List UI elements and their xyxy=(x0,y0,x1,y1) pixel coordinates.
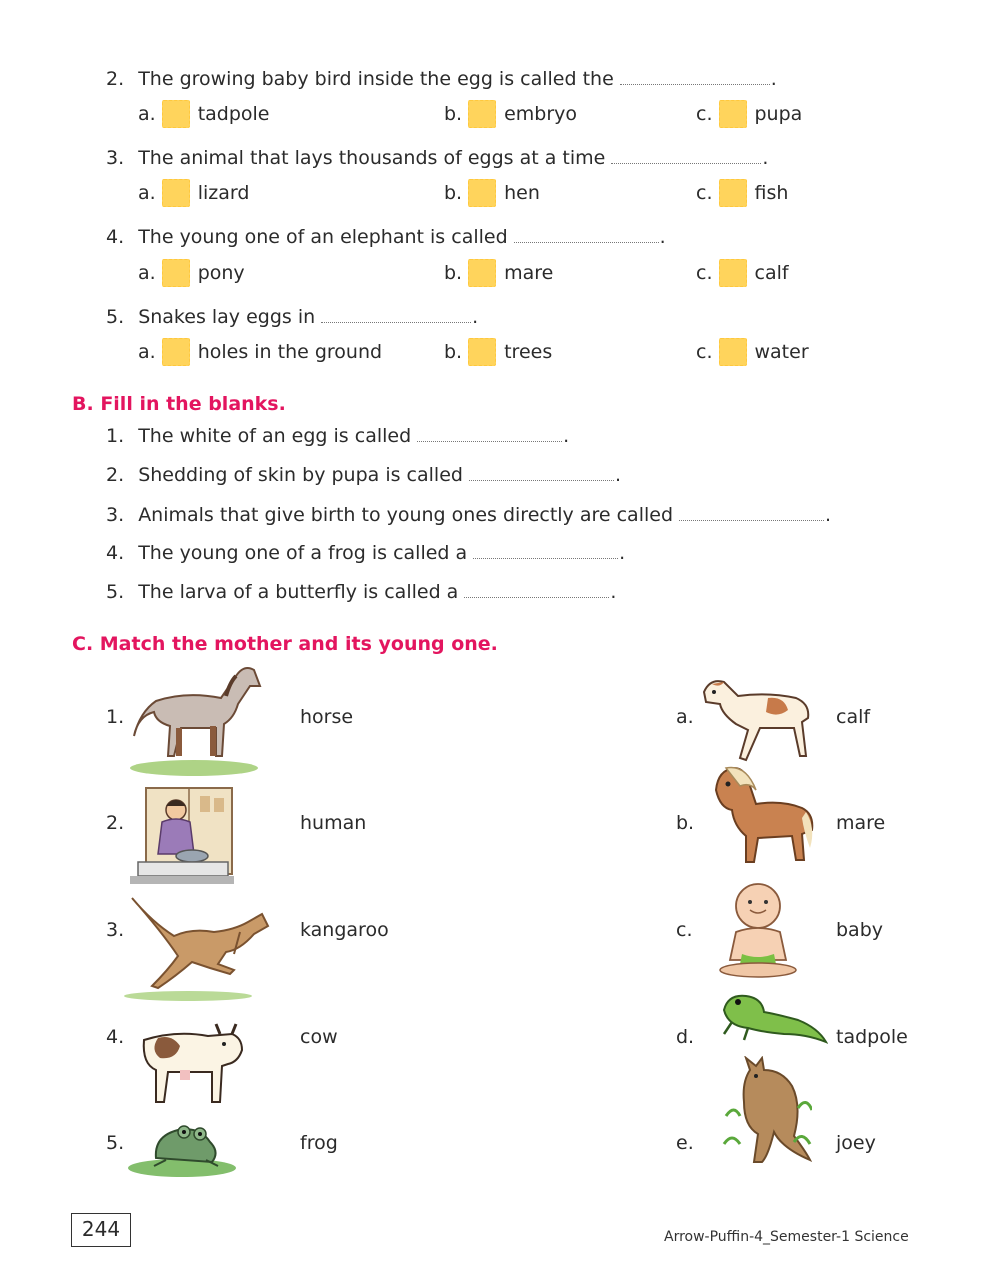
mcq-option[interactable] xyxy=(696,179,788,207)
option-letter: b. xyxy=(444,103,463,125)
match-right-letter: e. xyxy=(676,1132,694,1154)
item-number: 4. xyxy=(106,542,125,564)
match-left-number: 4. xyxy=(106,1026,125,1048)
list-item: 4. The young one of a frog is called a . xyxy=(106,542,626,564)
list-item: 3. Animals that give birth to young ones directly are called . xyxy=(106,504,832,526)
kangaroo-icon xyxy=(122,892,274,1004)
option-letter: a. xyxy=(138,262,156,284)
option-text: tadpole xyxy=(197,103,270,125)
answer-blank[interactable] xyxy=(620,70,770,85)
match-left-label[interactable]: kangaroo xyxy=(300,919,389,941)
mcq-question: 2. The growing baby bird inside the egg is called the . xyxy=(106,68,777,90)
match-right-letter: c. xyxy=(676,919,693,941)
question-text: The growing baby bird inside the egg is called the xyxy=(138,68,614,90)
match-left-label[interactable]: frog xyxy=(300,1132,338,1154)
mcq-option[interactable] xyxy=(138,100,270,128)
question-number: 5. xyxy=(106,306,125,328)
page-number: 244 xyxy=(71,1213,131,1247)
item-text: Animals that give birth to young ones directly are called xyxy=(138,504,673,526)
match-left-label[interactable]: human xyxy=(300,812,367,834)
answer-blank[interactable] xyxy=(464,583,609,598)
match-right-letter: a. xyxy=(676,706,694,728)
option-text: pupa xyxy=(754,103,803,125)
pony-icon xyxy=(706,764,818,870)
answer-checkbox[interactable] xyxy=(468,179,496,207)
question-number: 2. xyxy=(106,68,125,90)
item-number: 3. xyxy=(106,504,125,526)
option-text: holes in the ground xyxy=(197,341,383,363)
answer-checkbox[interactable] xyxy=(468,338,496,366)
book-title-footer: Arrow-Puffin-4_Semester-1 Science xyxy=(664,1229,909,1245)
match-left-number: 2. xyxy=(106,812,125,834)
option-letter: a. xyxy=(138,103,156,125)
answer-blank[interactable] xyxy=(321,308,471,323)
mcq-option[interactable] xyxy=(696,259,789,287)
answer-blank[interactable] xyxy=(679,506,824,521)
option-letter: c. xyxy=(696,182,713,204)
answer-checkbox[interactable] xyxy=(162,179,190,207)
baby-icon xyxy=(716,880,800,978)
answer-blank[interactable] xyxy=(469,466,614,481)
tadpole-icon xyxy=(714,988,828,1052)
answer-checkbox[interactable] xyxy=(162,100,190,128)
frog-icon xyxy=(126,1116,238,1178)
question-text: The young one of an elephant is called xyxy=(138,226,508,248)
section-b-heading: B. Fill in the blanks. xyxy=(72,393,286,415)
answer-checkbox[interactable] xyxy=(468,259,496,287)
option-text: mare xyxy=(504,262,554,284)
mcq-question: 3. The animal that lays thousands of eggs at a time . xyxy=(106,147,769,169)
horse-icon xyxy=(126,656,262,778)
mcq-option[interactable] xyxy=(138,179,249,207)
mcq-option[interactable] xyxy=(138,338,382,366)
option-letter: b. xyxy=(444,341,463,363)
mcq-option[interactable] xyxy=(696,338,809,366)
question-number: 4. xyxy=(106,226,125,248)
answer-blank[interactable] xyxy=(473,544,618,559)
item-number: 5. xyxy=(106,581,125,603)
answer-blank[interactable] xyxy=(417,427,562,442)
match-right-letter: d. xyxy=(676,1026,695,1048)
match-left-number: 5. xyxy=(106,1132,125,1154)
joey-icon xyxy=(722,1056,812,1168)
section-c-heading: C. Match the mother and its young one. xyxy=(72,633,498,655)
answer-blank[interactable] xyxy=(611,149,761,164)
item-text: The young one of a frog is called a xyxy=(138,542,468,564)
item-text: The white of an egg is called xyxy=(138,425,412,447)
item-number: 1. xyxy=(106,425,125,447)
mcq-question: 5. Snakes lay eggs in . xyxy=(106,306,479,328)
answer-blank[interactable] xyxy=(514,228,659,243)
option-text: water xyxy=(754,341,809,363)
option-text: lizard xyxy=(197,182,250,204)
answer-checkbox[interactable] xyxy=(468,100,496,128)
option-letter: a. xyxy=(138,341,156,363)
option-text: hen xyxy=(504,182,540,204)
answer-checkbox[interactable] xyxy=(162,338,190,366)
item-text: The larva of a butterfly is called a xyxy=(138,581,459,603)
option-letter: c. xyxy=(696,262,713,284)
cow-icon xyxy=(136,1010,246,1112)
mcq-option[interactable] xyxy=(696,100,802,128)
mcq-question: 4. The young one of an elephant is called . xyxy=(106,226,666,248)
list-item: 2. Shedding of skin by pupa is called . xyxy=(106,464,621,486)
option-letter: b. xyxy=(444,262,463,284)
option-letter: c. xyxy=(696,103,713,125)
mcq-option[interactable] xyxy=(138,259,245,287)
match-right-label[interactable]: tadpole xyxy=(836,1026,908,1048)
option-letter: b. xyxy=(444,182,463,204)
question-number: 3. xyxy=(106,147,125,169)
item-number: 2. xyxy=(106,464,125,486)
mcq-option[interactable] xyxy=(444,259,553,287)
mcq-option[interactable] xyxy=(444,179,540,207)
match-left-number: 3. xyxy=(106,919,125,941)
list-item: 5. The larva of a butterfly is called a . xyxy=(106,581,617,603)
answer-checkbox[interactable] xyxy=(162,259,190,287)
question-text: The animal that lays thousands of eggs at a time xyxy=(138,147,606,169)
calf-icon xyxy=(698,668,824,772)
option-text: pony xyxy=(197,262,245,284)
woman-cooking-icon xyxy=(126,778,238,888)
mcq-option[interactable] xyxy=(444,100,577,128)
option-letter: c. xyxy=(696,341,713,363)
match-right-label[interactable]: baby xyxy=(836,919,884,941)
match-left-number: 1. xyxy=(106,706,125,728)
match-left-label[interactable]: cow xyxy=(300,1026,338,1048)
option-text: trees xyxy=(504,341,553,363)
answer-checkbox[interactable] xyxy=(719,338,747,366)
mcq-option[interactable] xyxy=(444,338,552,366)
match-right-label[interactable]: calf xyxy=(836,706,871,728)
option-text: calf xyxy=(754,262,789,284)
option-letter: a. xyxy=(138,182,156,204)
item-text: Shedding of skin by pupa is called xyxy=(138,464,463,486)
list-item: 1. The white of an egg is called . xyxy=(106,425,570,447)
match-left-label[interactable]: horse xyxy=(300,706,354,728)
answer-checkbox[interactable] xyxy=(719,100,747,128)
option-text: embryo xyxy=(504,103,578,125)
match-right-letter: b. xyxy=(676,812,695,834)
answer-checkbox[interactable] xyxy=(719,179,747,207)
question-text: Snakes lay eggs in xyxy=(138,306,316,328)
match-right-label[interactable]: joey xyxy=(836,1132,876,1154)
answer-checkbox[interactable] xyxy=(719,259,747,287)
option-text: fish xyxy=(754,182,789,204)
match-right-label[interactable]: mare xyxy=(836,812,886,834)
